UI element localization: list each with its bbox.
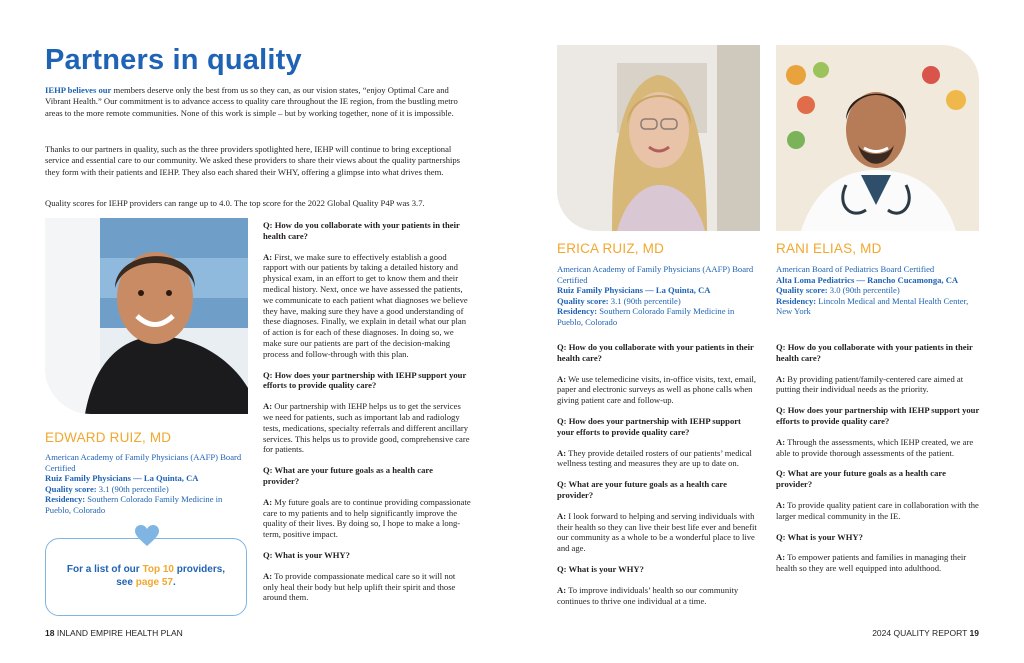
erica-score-label: Quality score: <box>557 295 609 306</box>
qa-answer: My future goals are to continue providing compassionate care to my patients and to help significantly improve the quality of their lives. By doing so, I hope to make a long-term, positive impact. <box>263 496 471 540</box>
qa-answer-label: A: <box>263 496 273 507</box>
qa-answer-label: A: <box>776 552 786 563</box>
left-footer-text: INLAND EMPIRE HEALTH PLAN <box>54 628 183 638</box>
qa-answer: To empower patients and families in managing their health so they are well equipped into adulthood. <box>776 552 967 574</box>
callout-page-link[interactable]: page 57 <box>135 577 173 588</box>
edward-practice: Ruiz Family Physicians — La Quinta, CA <box>45 473 199 484</box>
qa-answer-label: A: <box>557 373 567 384</box>
right-page-number: 19 <box>969 628 979 638</box>
qa-answer: By providing patient/family-centered care aimed at putting their individual needs as the priority. <box>776 373 964 395</box>
heart-icon <box>135 525 159 547</box>
qa-question: Q: What are your future goals as a health care provider? <box>557 479 727 500</box>
erica-name: ERICA RUIZ, MD <box>557 241 665 256</box>
left-page-number: 18 <box>45 628 55 638</box>
qa-answer: To improve individuals’ health so our community continues to thrive one individual at a time. <box>557 584 739 606</box>
qa-answer-label: A: <box>557 510 567 521</box>
qa-question: Q: How do you collaborate with your patients in their health care? <box>557 342 754 363</box>
intro-lead: IEHP believes our <box>45 85 112 95</box>
qa-question: Q: How does your partnership with IEHP support your efforts to provide quality care? <box>557 415 741 437</box>
edward-qa <box>263 220 471 613</box>
callout-see: see <box>116 577 136 588</box>
rani-score: 3.0 (90th percentile) <box>827 285 900 296</box>
rani-board: American Board of Pediatrics Board Certified <box>776 264 935 274</box>
callout-mid: providers, <box>173 564 226 575</box>
callout-highlight: Top 10 <box>142 564 174 575</box>
qa-answer: First, we make sure to effectively establish a good rapport with our patients by taking a detailed history and physical exam, in an effort to get to know them and their medical history. Next, once we have assessed the patients, we communicate to each patient what diagnoses we believe they have, making sure they have a good understanding of these diagnoses. Finally, we explain in detail what our plan of action is for each of these diagnoses. In doing so, we make sure our patients are part of the decision-making process and follow-through with this plan. <box>263 251 468 359</box>
qa-question: Q: How does your partnership with IEHP support your efforts to provide quality care? <box>263 369 467 391</box>
qa-answer: We use telemedicine visits, in-office visits, text, email, paper and electronic surveys as well as phone calls when giving patient care and follow-up. <box>557 373 756 406</box>
callout-end: . <box>172 577 176 588</box>
qa-answer-label: A: <box>263 401 273 412</box>
qa-answer: Our partnership with IEHP helps us to get the services we need for patients, such as important lab and radiology tests, medications, specialty referrals and different ancillary services. This helps us to provide good, comprehensive care for patients. <box>263 401 470 455</box>
qa-question: Q: What is your WHY? <box>776 531 863 542</box>
qa-answer: I look forward to helping and serving individuals with their health so they can live their best life ever and benefit our community as a whole to be a wonderful place to live and age. <box>557 510 757 554</box>
edward-score-label: Quality score: <box>45 483 97 494</box>
erica-board: American Academy of Family Physicians (AAFP) Board Certified <box>557 264 754 285</box>
qa-answer-label: A: <box>776 436 786 447</box>
qa-question: Q: What are your future goals as a health care provider? <box>776 468 946 490</box>
qa-question: Q: What is your WHY? <box>263 549 350 560</box>
rani-qa <box>776 342 981 584</box>
erica-credentials <box>557 264 757 328</box>
edward-residency-label: Residency: <box>45 494 86 505</box>
edward-ruiz-photo <box>45 218 248 414</box>
callout-pre: For a list of our <box>66 564 143 575</box>
rani-elias-photo <box>776 45 979 231</box>
edward-board: American Academy of Family Physicians (AAFP) Board Certified <box>45 452 242 473</box>
qa-answer-label: A: <box>776 499 786 510</box>
edward-name: EDWARD RUIZ, MD <box>45 430 172 445</box>
left-footer <box>45 628 183 638</box>
top-10-callout <box>45 538 247 616</box>
rani-credentials <box>776 264 981 317</box>
qa-answer: They provide detailed rosters of our patients’ medical wellness testing and measures they are up to date on. <box>557 447 752 469</box>
qa-answer: To provide quality patient care in collaboration with the larger medical community in the IE. <box>776 499 979 521</box>
rani-practice: Alta Loma Pediatrics — Rancho Cucamonga, CA <box>776 274 959 285</box>
intro-paragraph-2: Thanks to our partners in quality, such as the three providers spotlighted here, IEHP will continue to bring exceptional service and essential care to our community. We asked these providers to share their views about the quality partnerships they form with their patients and IEHP. They also each shared their WHY, offering a glimpse into what drives them. <box>45 144 461 177</box>
edward-residency: Southern Colorado Family Medicine in Pueblo, Colorado <box>45 494 223 515</box>
intro-p1-text: members deserve only the best from us so they can, as our vision states, “enjoy Optimal Care and Vibrant Health.” Our commitment is to advance access to quality care throughout the IE region, from the bustling metro areas to the more remote communities. None of this work is simple – but by working together, none of it is impossible. <box>45 85 458 118</box>
qa-answer-label: A: <box>776 373 786 384</box>
qa-question: Q: How do you collaborate with your patients in their health care? <box>263 220 460 241</box>
qa-answer: To provide compassionate medical care so it will not only heal their body but help uplift their spirit and those around them. <box>263 570 456 603</box>
erica-ruiz-photo <box>557 45 760 231</box>
right-footer-text: 2024 QUALITY REPORT <box>872 628 970 638</box>
qa-question: Q: What is your WHY? <box>557 563 644 574</box>
rani-name: RANI ELIAS, MD <box>776 241 882 256</box>
erica-qa <box>557 342 757 616</box>
rani-score-label: Quality score: <box>776 285 828 296</box>
edward-score: 3.1 (90th percentile) <box>96 483 169 494</box>
qa-answer-label: A: <box>263 570 273 581</box>
intro-paragraph-3: Quality scores for IEHP providers can range up to 4.0. The top score for the 2022 Global Quality P4P was 3.7. <box>45 198 425 208</box>
intro-paragraph-1 <box>45 85 469 119</box>
qa-answer-label: A: <box>557 447 567 458</box>
edward-credentials <box>45 452 250 516</box>
qa-answer-label: A: <box>557 584 567 595</box>
callout-text <box>46 563 246 589</box>
qa-question: Q: How does your partnership with IEHP support your efforts to provide quality care? <box>776 405 980 426</box>
page-title: Partners in quality <box>45 44 302 76</box>
right-footer <box>872 628 979 638</box>
rani-residency-label: Residency: <box>776 295 817 306</box>
rani-residency: Lincoln Medical and Mental Health Center, New York <box>776 295 969 317</box>
qa-question: Q: How do you collaborate with your patients in their health care? <box>776 342 973 363</box>
erica-residency: Southern Colorado Family Medicine in Pueblo, Colorado <box>557 306 735 327</box>
erica-score: 3.1 (90th percentile) <box>608 295 681 306</box>
qa-question: Q: What are your future goals as a health care provider? <box>263 465 433 486</box>
erica-residency-label: Residency: <box>557 306 598 317</box>
erica-practice: Ruiz Family Physicians — La Quinta, CA <box>557 285 711 296</box>
qa-answer-label: A: <box>263 251 273 262</box>
qa-answer: Through the assessments, which IEHP created, we are able to provide thorough assessments of the patient. <box>776 436 974 458</box>
